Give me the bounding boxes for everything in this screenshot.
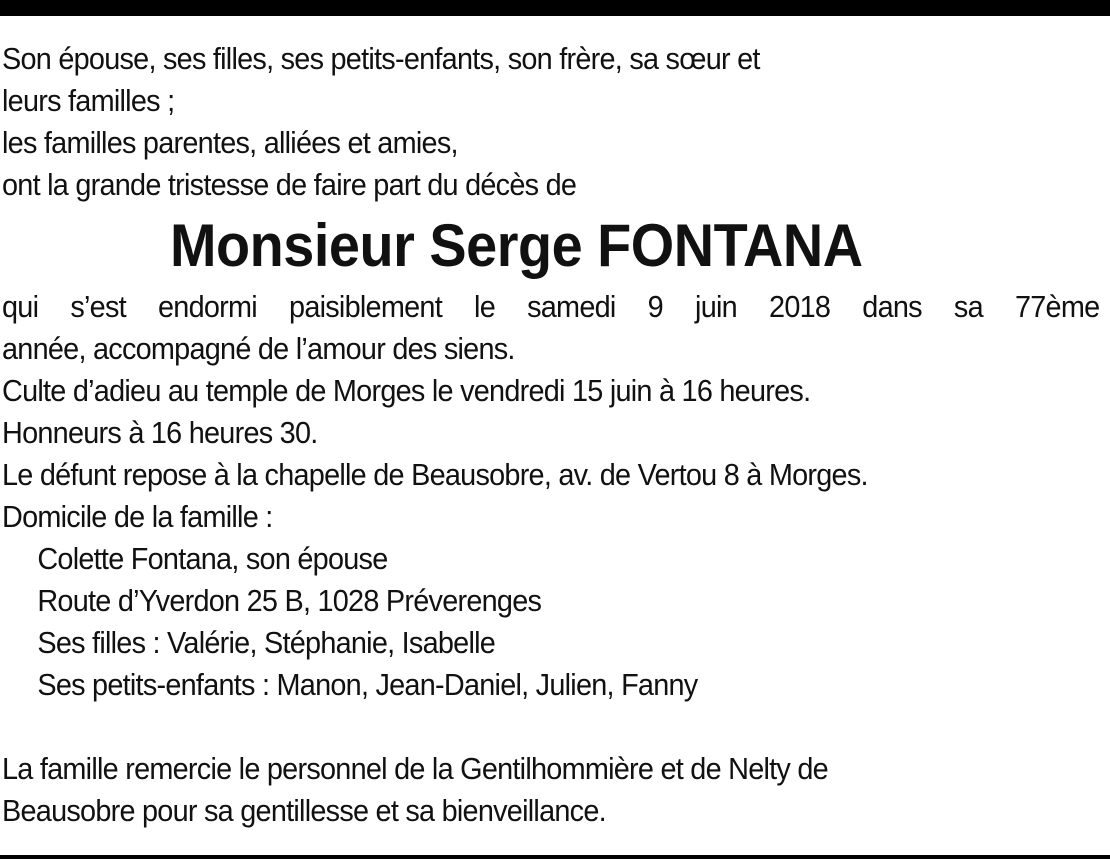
details-line: année, accompagné de l’amour des siens.	[2, 331, 515, 366]
intro-line: ont la grande tristesse de faire part du décès de	[2, 167, 577, 202]
family-address-line: Route d’Yverdon 25 B, 1028 Préverenges	[37, 583, 542, 618]
death-notice	[2, 38, 1100, 832]
deceased-name: Monsieur Serge FONTANA	[170, 212, 863, 279]
details-line: Culte d’adieu au temple de Morges le vendredi 15 juin à 16 heures.	[2, 373, 811, 408]
details-line: Le défunt repose à la chapelle de Beausobre, av. de Vertou 8 à Morges.	[2, 457, 868, 492]
intro-line: leurs familles ;	[2, 83, 175, 118]
thanks-line: Beausobre pour sa gentillesse et sa bienveillance.	[2, 793, 606, 828]
top-rule	[0, 0, 1110, 16]
bottom-rule	[0, 855, 1110, 859]
family-address-line: Ses petits-enfants : Manon, Jean-Daniel, Julien, Fanny	[37, 667, 698, 702]
details-line: qui s’est endormi paisiblement le samedi 9 juin 2018 dans sa 77ème	[2, 289, 1100, 324]
intro-line: Son épouse, ses filles, ses petits-enfants, son frère, sa sœur et	[2, 41, 760, 76]
thanks-line: La famille remercie le personnel de la Gentilhommière et de Nelty de	[2, 751, 828, 786]
intro-line: les familles parentes, alliées et amies,	[2, 125, 458, 160]
details-line: Domicile de la famille :	[2, 499, 273, 534]
details-line: Honneurs à 16 heures 30.	[2, 415, 318, 450]
family-address-line: Colette Fontana, son épouse	[37, 541, 388, 576]
family-address-line: Ses filles : Valérie, Stéphanie, Isabelle	[37, 625, 496, 660]
paragraph-gap	[2, 706, 1031, 748]
